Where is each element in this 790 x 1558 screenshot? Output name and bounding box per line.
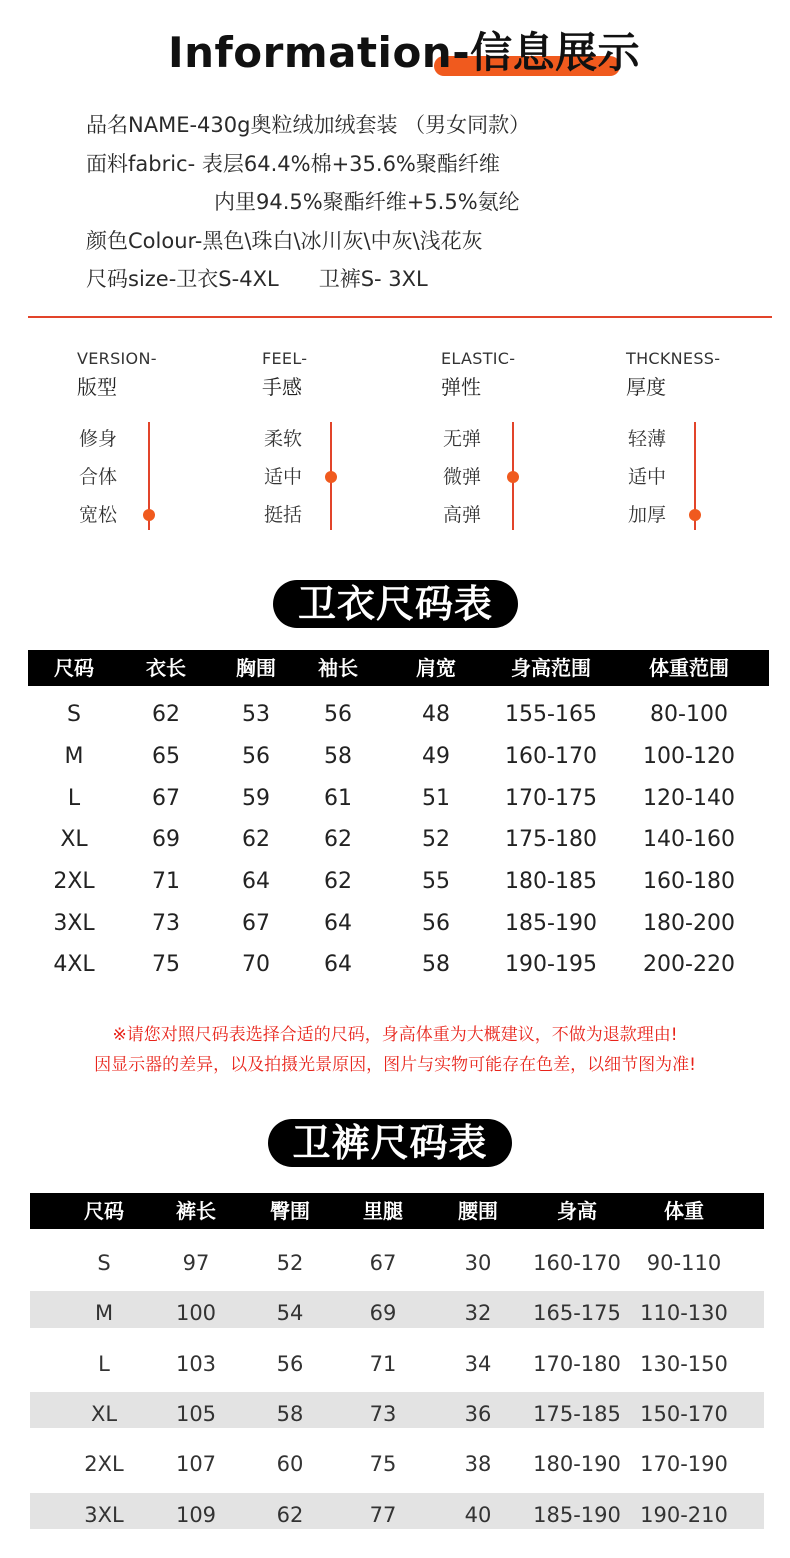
table-cell: M xyxy=(64,743,84,769)
metric-zh-label: 弹性 xyxy=(441,375,481,399)
table-cell: 180-200 xyxy=(643,910,735,936)
table-cell: 34 xyxy=(464,1351,492,1376)
table-cell: 38 xyxy=(464,1452,492,1477)
table-cell: L xyxy=(98,1351,110,1376)
hoodie-chart-title: 卫衣尺码表 xyxy=(273,580,518,628)
table-cell: 64 xyxy=(324,910,352,936)
column-header: 袖长 xyxy=(318,656,358,680)
table-cell: 62 xyxy=(152,702,180,728)
table-cell: 180-185 xyxy=(505,868,597,894)
column-header: 身高范围 xyxy=(511,656,591,680)
table-cell: 65 xyxy=(152,743,180,769)
table-cell: 175-180 xyxy=(505,827,597,853)
table-cell: 67 xyxy=(369,1250,397,1275)
table-cell: 160-170 xyxy=(533,1250,621,1275)
table-cell: 109 xyxy=(175,1502,217,1527)
table-cell: 36 xyxy=(464,1402,492,1426)
metric-en-label: THCKNESS- xyxy=(626,349,721,368)
table-cell: 103 xyxy=(175,1351,217,1376)
column-header: 体重范围 xyxy=(649,656,729,680)
table-cell: 49 xyxy=(422,743,450,769)
table-cell: 53 xyxy=(242,702,270,728)
table-row xyxy=(0,944,790,986)
table-cell: 155-165 xyxy=(505,702,597,728)
table-cell: 73 xyxy=(152,910,180,936)
table-cell: 175-185 xyxy=(533,1402,621,1426)
table-cell: 71 xyxy=(152,868,180,894)
metric-zh-label: 厚度 xyxy=(626,375,666,399)
table-cell: 56 xyxy=(276,1351,304,1376)
table-cell: 64 xyxy=(324,952,352,978)
table-row xyxy=(0,1288,790,1338)
column-header: 尺码 xyxy=(84,1199,124,1223)
table-cell: 56 xyxy=(242,743,270,769)
table-row xyxy=(0,1339,790,1389)
table-cell: 100-120 xyxy=(643,743,735,769)
table-cell: 185-190 xyxy=(533,1502,621,1527)
size-note-1: ※请您对照尺码表选择合适的尺码，身高体重为大概建议，不做为退款理由! xyxy=(112,1025,678,1045)
table-row xyxy=(0,736,790,778)
metric-selected-dot xyxy=(143,509,155,521)
table-cell: 77 xyxy=(369,1502,397,1527)
table-row xyxy=(0,1439,790,1489)
metric-option: 合体 xyxy=(79,466,118,488)
table-cell: 2XL xyxy=(53,868,95,894)
table-cell: 55 xyxy=(422,868,450,894)
table-cell: 52 xyxy=(276,1250,304,1275)
table-cell: 170-175 xyxy=(505,785,597,811)
table-cell: 69 xyxy=(369,1301,397,1326)
metric-selected-dot xyxy=(507,471,519,483)
table-cell: 73 xyxy=(369,1402,397,1426)
table-cell: 59 xyxy=(242,785,270,811)
table-cell: 62 xyxy=(324,827,352,853)
table-cell: 70 xyxy=(242,952,270,978)
pants-table-header xyxy=(30,1193,764,1229)
table-cell: 150-170 xyxy=(640,1402,728,1426)
metric-3 xyxy=(626,346,786,526)
table-cell: 52 xyxy=(422,827,450,853)
table-cell: 54 xyxy=(276,1301,304,1326)
column-header: 衣长 xyxy=(146,656,186,680)
table-row xyxy=(0,778,790,820)
table-cell: 170-180 xyxy=(533,1351,621,1376)
divider xyxy=(28,316,772,318)
table-cell: 61 xyxy=(324,785,352,811)
table-cell: 140-160 xyxy=(643,827,735,853)
table-cell: 75 xyxy=(369,1452,397,1477)
column-header: 肩宽 xyxy=(416,656,456,680)
table-cell: 180-190 xyxy=(533,1452,621,1477)
table-cell: 90-110 xyxy=(646,1250,722,1275)
table-cell: 190-210 xyxy=(640,1502,728,1527)
table-row xyxy=(0,819,790,861)
table-cell: 130-150 xyxy=(640,1351,728,1376)
table-cell: M xyxy=(94,1301,114,1326)
metric-option: 修身 xyxy=(79,428,118,450)
metric-en-label: FEEL- xyxy=(262,349,308,368)
table-cell: 165-175 xyxy=(533,1301,621,1326)
table-cell: 64 xyxy=(242,868,270,894)
table-cell: XL xyxy=(60,827,88,853)
metric-option: 微弹 xyxy=(443,466,482,488)
table-cell: 67 xyxy=(242,910,270,936)
metric-option: 适中 xyxy=(628,466,667,488)
pants-chart-title: 卫裤尺码表 xyxy=(268,1119,512,1167)
metric-zh-label: 手感 xyxy=(262,375,302,399)
metric-2 xyxy=(441,346,601,526)
table-cell: 190-195 xyxy=(505,952,597,978)
table-cell: 160-180 xyxy=(643,868,735,894)
info-fabric: 面料fabric- 表层64.4%棉+35.6%聚酯纤维 xyxy=(86,151,500,176)
column-header: 腰围 xyxy=(458,1199,498,1223)
table-cell: 110-130 xyxy=(640,1301,728,1326)
table-cell: 4XL xyxy=(53,952,95,978)
table-cell: 60 xyxy=(276,1452,304,1477)
product-info xyxy=(86,110,530,303)
table-cell: 56 xyxy=(422,910,450,936)
page-title xyxy=(0,12,790,77)
table-cell: S xyxy=(67,702,81,728)
table-cell: 160-170 xyxy=(505,743,597,769)
table-cell: 32 xyxy=(464,1301,492,1326)
table-row xyxy=(0,694,790,736)
table-cell: L xyxy=(67,785,81,811)
metric-selected-dot xyxy=(689,509,701,521)
column-header: 身高 xyxy=(557,1199,597,1223)
metric-zh-label: 版型 xyxy=(77,375,117,399)
table-cell: 67 xyxy=(152,785,180,811)
table-cell: 80-100 xyxy=(650,702,728,728)
title-text: Information-信息展示 xyxy=(168,28,641,77)
table-row xyxy=(0,861,790,903)
table-cell: 58 xyxy=(324,743,352,769)
info-colour: 颜色Colour-黑色\珠白\冰川灰\中灰\浅花灰 xyxy=(86,228,483,253)
table-cell: 75 xyxy=(152,952,180,978)
hoodie-table-header xyxy=(28,650,769,686)
column-header: 里腿 xyxy=(363,1199,403,1223)
metric-en-label: ELASTIC- xyxy=(441,349,516,368)
size-note-2: 因显示器的差异，以及拍摄光景原因，图片与实物可能存在色差，以细节图为准! xyxy=(94,1055,696,1075)
metric-option: 无弹 xyxy=(443,428,482,450)
info-size: 尺码size-卫衣S-4XL 卫裤S- 3XL xyxy=(86,267,428,291)
table-cell: 62 xyxy=(242,827,270,853)
table-cell: 69 xyxy=(152,827,180,853)
metric-1 xyxy=(262,346,422,526)
table-cell: 40 xyxy=(464,1502,492,1527)
table-row xyxy=(0,1389,790,1439)
metric-option: 适中 xyxy=(264,466,303,488)
table-cell: 2XL xyxy=(84,1452,124,1477)
metric-option: 挺括 xyxy=(264,504,303,526)
table-cell: 62 xyxy=(276,1502,304,1527)
table-cell: 3XL xyxy=(84,1502,124,1527)
table-cell: XL xyxy=(90,1402,118,1426)
table-cell: 71 xyxy=(369,1351,397,1376)
info-name: 品名NAME-430g奥粒绒加绒套装 （男女同款） xyxy=(86,113,531,137)
table-cell: 120-140 xyxy=(643,785,735,811)
metric-selected-dot xyxy=(325,471,337,483)
info-lining: 内里94.5%聚酯纤维+5.5%氨纶 xyxy=(214,190,520,214)
table-cell: 185-190 xyxy=(505,910,597,936)
metric-option: 高弹 xyxy=(443,504,482,526)
metric-option: 柔软 xyxy=(264,428,303,450)
column-header: 尺码 xyxy=(54,656,94,680)
table-cell: 170-190 xyxy=(640,1452,728,1477)
table-cell: 100 xyxy=(175,1301,217,1326)
table-cell: 200-220 xyxy=(643,952,735,978)
table-row xyxy=(0,903,790,945)
table-cell: 51 xyxy=(422,785,450,811)
table-cell: 56 xyxy=(324,702,352,728)
table-cell: 58 xyxy=(276,1402,304,1426)
table-cell: 107 xyxy=(175,1452,217,1477)
table-cell: 62 xyxy=(324,868,352,894)
table-cell: S xyxy=(97,1250,111,1275)
table-row xyxy=(0,1490,790,1540)
column-header: 裤长 xyxy=(176,1199,216,1223)
metric-option: 加厚 xyxy=(628,504,667,526)
table-row xyxy=(0,1238,790,1288)
table-cell: 97 xyxy=(182,1250,210,1275)
metric-en-label: VERSION- xyxy=(77,349,157,368)
table-cell: 48 xyxy=(422,702,450,728)
metric-option: 宽松 xyxy=(79,504,118,526)
column-header: 臀围 xyxy=(270,1199,310,1223)
metric-option: 轻薄 xyxy=(628,428,667,450)
table-cell: 58 xyxy=(422,952,450,978)
column-header: 胸围 xyxy=(236,656,276,680)
table-cell: 30 xyxy=(464,1250,492,1275)
table-cell: 3XL xyxy=(53,910,95,936)
table-cell: 105 xyxy=(175,1402,217,1426)
column-header: 体重 xyxy=(664,1199,704,1223)
metric-0 xyxy=(77,346,237,526)
